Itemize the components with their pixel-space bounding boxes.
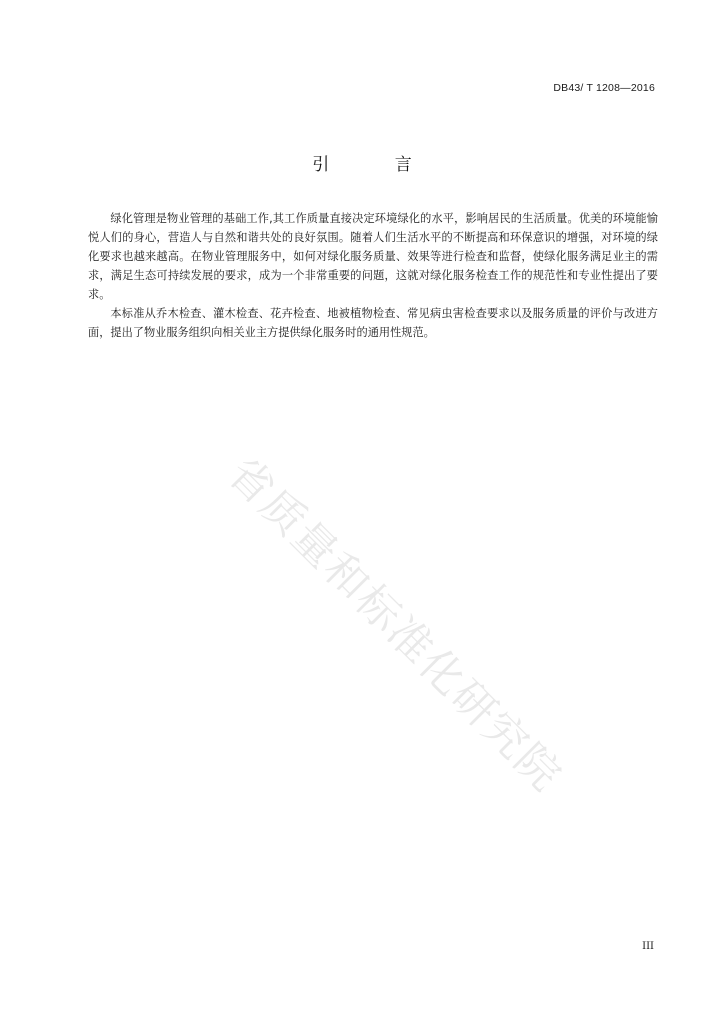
paragraph: 本标准从乔木检查、灌木检查、花卉检查、地被植物检查、常见病虫害检查要求以及服务质量的评价与改进方面，提出了物业服务组织向相关业主方提供绿化服务时的通用性规范。 xyxy=(88,307,658,339)
document-code: DB43/ T 1208—2016 xyxy=(553,82,655,94)
section-title: 引 言 xyxy=(312,155,442,175)
watermark: 省质量和标准化研究院 xyxy=(217,448,572,802)
paragraph: 绿化管理是物业管理的基础工作,其工作质量直接决定环境绿化的水平，影响居民的生活质量。优美的环境能愉悦人们的身心，营造人与自然和谐共处的良好氛围。随着人们生活水平的不断提高和环保意识的增强，对环境的绿化要求也越来越高。在物业管理服务中，如何对绿化服务质量、效果等进行检查和监督，使绿化服务满足业主的需求，满足生态可持续发展的要求，成为一个非常重要的问题，这就对绿化服务检查工作的规范性和专业性提出了要求。 xyxy=(88,212,658,301)
page-number: III xyxy=(642,941,654,952)
body-text xyxy=(88,209,658,342)
